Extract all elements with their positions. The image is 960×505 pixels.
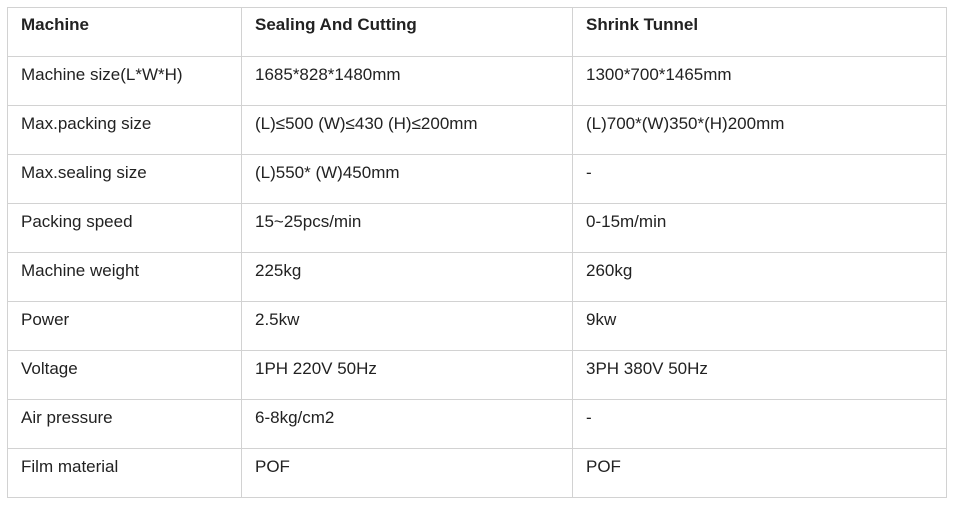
shrink-value: 1300*700*1465mm [573, 57, 947, 106]
row-label: Voltage [8, 351, 242, 400]
table-row [8, 253, 947, 302]
table-header [8, 8, 947, 57]
spec-table [7, 7, 947, 498]
sealing-value: 225kg [242, 253, 573, 302]
sealing-value: (L)550* (W)450mm [242, 155, 573, 204]
shrink-value: 9kw [573, 302, 947, 351]
table-row [8, 400, 947, 449]
header-cell-machine: Machine [8, 8, 242, 57]
table-row [8, 204, 947, 253]
row-label: Max.packing size [8, 106, 242, 155]
sealing-value: 2.5kw [242, 302, 573, 351]
shrink-value: 0-15m/min [573, 204, 947, 253]
table-row [8, 57, 947, 106]
sealing-value: 1685*828*1480mm [242, 57, 573, 106]
row-label: Power [8, 302, 242, 351]
row-label: Air pressure [8, 400, 242, 449]
header-cell-shrink-tunnel: Shrink Tunnel [573, 8, 947, 57]
shrink-value: (L)700*(W)350*(H)200mm [573, 106, 947, 155]
shrink-value: 3PH 380V 50Hz [573, 351, 947, 400]
table-row [8, 155, 947, 204]
sealing-value: (L)≤500 (W)≤430 (H)≤200mm [242, 106, 573, 155]
sealing-value: 15~25pcs/min [242, 204, 573, 253]
shrink-value: POF [573, 449, 947, 498]
header-row [8, 8, 947, 57]
row-label: Machine weight [8, 253, 242, 302]
table-row [8, 106, 947, 155]
sealing-value: 1PH 220V 50Hz [242, 351, 573, 400]
sealing-value: POF [242, 449, 573, 498]
table-row [8, 302, 947, 351]
row-label: Film material [8, 449, 242, 498]
table-row [8, 449, 947, 498]
shrink-value: - [573, 155, 947, 204]
table-row [8, 351, 947, 400]
row-label: Packing speed [8, 204, 242, 253]
row-label: Max.sealing size [8, 155, 242, 204]
sealing-value: 6-8kg/cm2 [242, 400, 573, 449]
table-body [8, 57, 947, 498]
header-cell-sealing-and-cutting: Sealing And Cutting [242, 8, 573, 57]
shrink-value: 260kg [573, 253, 947, 302]
row-label: Machine size(L*W*H) [8, 57, 242, 106]
shrink-value: - [573, 400, 947, 449]
